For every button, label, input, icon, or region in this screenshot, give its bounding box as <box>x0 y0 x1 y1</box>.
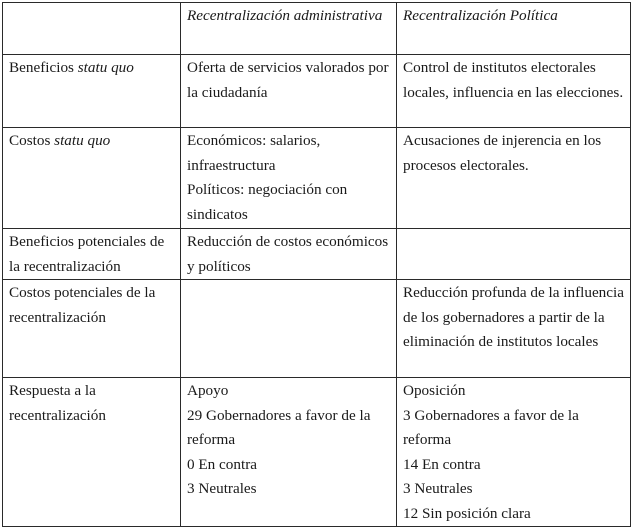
row-label-respuesta: Respuesta a la recentralización <box>3 378 181 527</box>
cell-line: 0 En contra <box>187 455 258 473</box>
header-row <box>3 3 631 55</box>
cell-line: Económicos: salarios, infraestructura <box>187 132 321 174</box>
header-politica: Recentralización Política <box>397 3 631 55</box>
header-administrativa: Recentralización administrativa <box>181 3 397 55</box>
cell-politica <box>397 229 631 280</box>
cell-line: 12 Sin posición clara <box>403 504 531 522</box>
row-label-costos-statu-quo <box>3 128 181 229</box>
cell-politica <box>397 378 631 527</box>
cell-politica: Reducción profunda de la influencia de los gobernadores a partir de la eliminación de institutos locales <box>397 280 631 378</box>
cell-politica: Control de institutos electorales locales, influencia en las elecciones. <box>397 55 631 128</box>
table-row-respuesta <box>3 378 631 527</box>
cell-administrativa <box>181 128 397 229</box>
cell-politica: Acusaciones de injerencia en los procesos electorales. <box>397 128 631 229</box>
row-label-italic: statu quo <box>54 132 111 149</box>
cell-line: Oposición <box>403 382 466 399</box>
cell-line: 3 Gobernadores a favor de la reforma <box>403 406 579 448</box>
cell-line: Apoyo <box>187 382 229 399</box>
cell-administrativa <box>181 280 397 378</box>
cell-line: 14 En contra <box>403 455 481 473</box>
row-label-italic: statu quo <box>77 59 134 76</box>
table-row-beneficios-statu-quo <box>3 55 631 128</box>
row-label-costos-potenciales: Costos potenciales de la recentralización <box>3 280 181 378</box>
row-label-beneficios-statu-quo <box>3 55 181 128</box>
table-row-costos-potenciales <box>3 280 631 378</box>
cell-line: 3 Neutrales <box>187 480 257 497</box>
table-row-beneficios-potenciales <box>3 229 631 280</box>
cell-line: 29 Gobernadores a favor de la reforma <box>187 406 371 448</box>
header-blank-cell <box>3 3 181 55</box>
row-label-beneficios-potenciales: Beneficios potenciales de la recentralización <box>3 229 181 280</box>
comparison-table <box>2 2 631 527</box>
cell-line: Políticos: negociación con sindicatos <box>187 181 348 223</box>
row-label-main: Beneficios <box>9 59 74 76</box>
cell-line: 3 Neutrales <box>403 480 473 497</box>
cell-administrativa <box>181 378 397 527</box>
cell-administrativa: Reducción de costos económicos y políticos <box>181 229 397 280</box>
row-label-main: Costos <box>9 132 51 149</box>
cell-administrativa: Oferta de servicios valorados por la ciudadanía <box>181 55 397 128</box>
table-row-costos-statu-quo <box>3 128 631 229</box>
